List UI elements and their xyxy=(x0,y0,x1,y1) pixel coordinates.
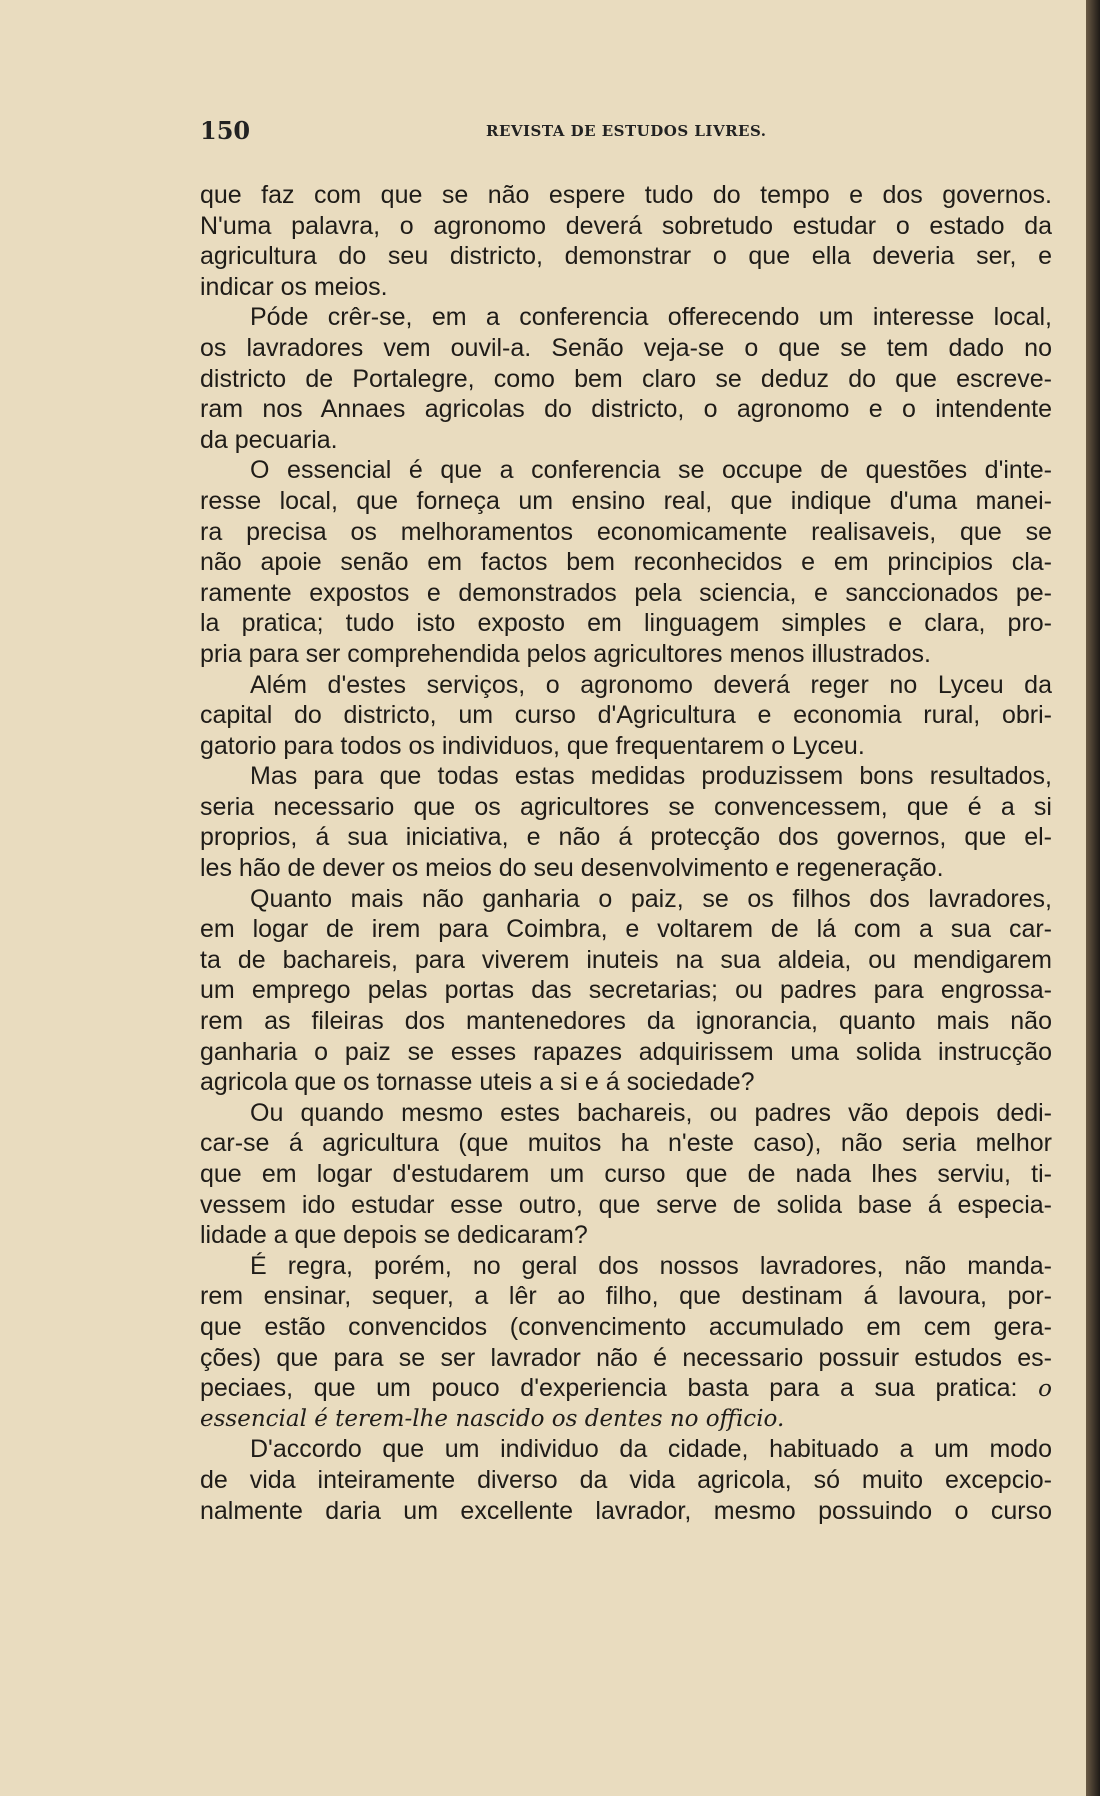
text-line: ramente expostos e demonstrados pela sciencia, e sanccionados pe- xyxy=(200,578,1052,607)
running-title: REVISTA DE ESTUDOS LIVRES. xyxy=(486,122,767,140)
text-line: car-se á agricultura (que muitos ha n'este caso), não seria melhor xyxy=(200,1129,1052,1158)
text-line: em logar de irem para Coimbra, e voltarem de lá com a sua car- xyxy=(200,915,1052,944)
text-line: proprios, á sua iniciativa, e não á protecção dos governos, que el- xyxy=(200,823,1052,852)
italic-segment: o xyxy=(1038,1376,1052,1403)
text-line: indicar os meios. xyxy=(200,272,388,301)
text-line: pria para ser comprehendida pelos agricultores menos illustrados. xyxy=(200,639,931,668)
text-line: gatorio para todos os individuos, que frequentarem o Lyceu. xyxy=(200,731,865,760)
text-line: que faz com que se não espere tudo do tempo e dos governos. xyxy=(200,181,1052,209)
text-line: Mas para que todas estas medidas produzissem bons resultados, xyxy=(250,762,1052,791)
text-line: D'accordo que um individuo da cidade, habituado a um modo xyxy=(250,1435,1052,1464)
text-line: la pratica; tudo isto exposto em linguagem simples e clara, pro- xyxy=(200,609,1052,638)
text-line: N'uma palavra, o agronomo deverá sobretudo estudar o estado da xyxy=(200,211,1052,240)
text-line: resse local, que forneça um ensino real, que indique d'uma manei- xyxy=(200,486,1052,515)
text-line: da pecuaria. xyxy=(200,425,338,454)
text-line: ganharia o paiz se esses rapazes adquirissem uma solida instrucção xyxy=(200,1037,1052,1066)
text-line: que estão convencidos (convencimento accumulado em cem gera- xyxy=(200,1312,1052,1341)
text-line: ta de bachareis, para viverem inuteis na sua aldeia, ou mendigarem xyxy=(200,945,1052,974)
text-segment: peciaes, que um pouco d'experiencia basta para a sua pratica: xyxy=(200,1374,1018,1403)
text-line: nalmente daria um excellente lavrador, mesmo possuindo o curso xyxy=(200,1496,1052,1525)
text-line: les hão de dever os meios do seu desenvolvimento e regeneração. xyxy=(200,854,944,883)
text-line: ra precisa os melhoramentos economicamente realisaveis, que se xyxy=(200,517,1052,546)
page-number: 150 xyxy=(200,116,251,145)
text-line: rem ensinar, sequer, a lêr ao filho, que destinam á lavoura, por- xyxy=(200,1282,1052,1311)
italic-line: essencial é terem-lhe nascido os dentes no officio. xyxy=(200,1405,785,1432)
text-line: districto de Portalegre, como bem claro se deduz do que escreve- xyxy=(200,364,1052,393)
text-line: de vida inteiramente diverso da vida agricola, só muito excepcio- xyxy=(200,1465,1052,1494)
text-line: que em logar d'estudarem um curso que de nada lhes serviu, ti- xyxy=(200,1160,1052,1188)
text-line: ram nos Annaes agricolas do districto, o agronomo e o intendente xyxy=(200,395,1052,424)
text-line: os lavradores vem ouvil-a. Senão veja-se o que se tem dado no xyxy=(200,333,1052,362)
text-line: Quanto mais não ganharia o paiz, se os filhos dos lavradores, xyxy=(250,884,1052,913)
text-line-with-italic xyxy=(200,1373,1052,1404)
text-line: vessem ido estudar esse outro, que serve de solida base á especia- xyxy=(200,1190,1052,1219)
text-line: um emprego pelas portas das secretarias; ou padres para engrossa- xyxy=(200,976,1052,1005)
text-line: agricola que os tornasse uteis a si e á sociedade? xyxy=(200,1068,755,1097)
page-header xyxy=(200,116,1055,146)
body-text xyxy=(200,180,1052,1526)
text-line: lidade a que depois se dedicaram? xyxy=(200,1221,588,1250)
text-line: Além d'estes serviços, o agronomo deverá reger no Lyceu da xyxy=(250,670,1052,699)
text-line: ções) que para se ser lavrador não é necessario possuir estudos es- xyxy=(200,1343,1052,1372)
text-line: não apoie senão em factos bem reconhecidos e em principios cla- xyxy=(200,548,1052,577)
text-line: É regra, porém, no geral dos nossos lavradores, não manda- xyxy=(250,1251,1052,1280)
text-line: O essencial é que a conferencia se occupe de questões d'inte- xyxy=(250,456,1052,485)
text-line: agricultura do seu districto, demonstrar o que ella deveria ser, e xyxy=(200,242,1052,271)
text-line: seria necessario que os agricultores se convencessem, que é a si xyxy=(200,792,1052,821)
text-line: capital do districto, um curso d'Agricultura e economia rural, obri- xyxy=(200,701,1052,730)
text-line: Ou quando mesmo estes bachareis, ou padres vão depois dedi- xyxy=(250,1098,1052,1127)
page-edge xyxy=(1086,0,1100,1796)
text-line: rem as fileiras dos mantenedores da ignorancia, quanto mais não xyxy=(200,1007,1052,1036)
text-line: Póde crêr-se, em a conferencia offerecendo um interesse local, xyxy=(250,303,1052,332)
